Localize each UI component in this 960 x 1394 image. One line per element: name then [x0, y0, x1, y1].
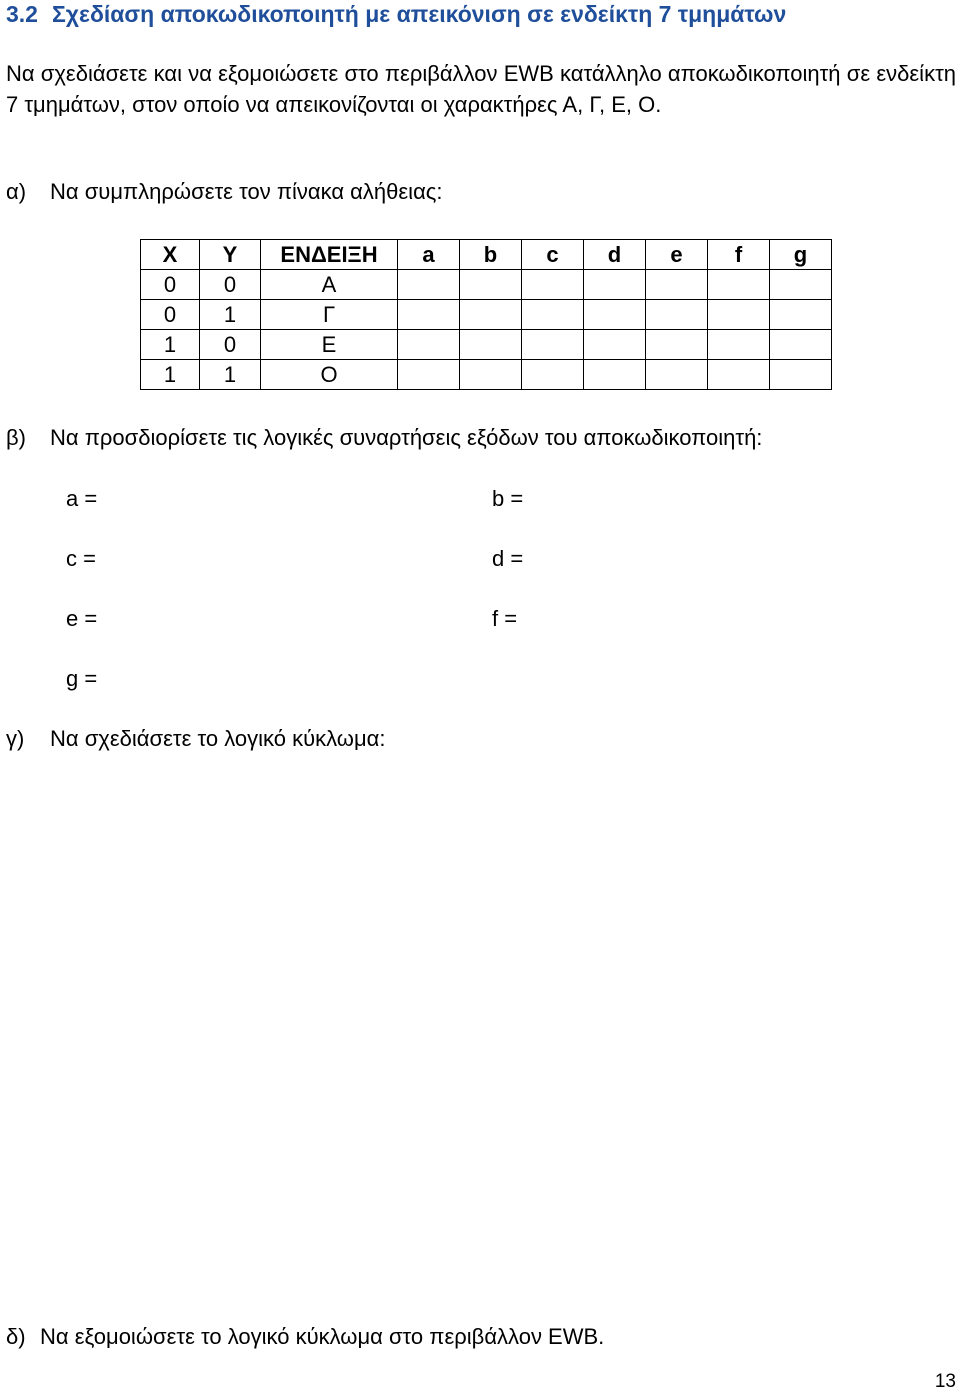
- truth-table-header-row: [141, 240, 832, 270]
- cell-seg-a[interactable]: [398, 330, 460, 360]
- table-row: [141, 330, 832, 360]
- section-title: Σχεδίαση αποκωδικοποιητή με απεικόνιση σε ενδείκτη 7 τμημάτων: [51, 1, 787, 27]
- cell-x: 1: [141, 360, 200, 390]
- cell-seg-b[interactable]: [460, 270, 522, 300]
- question-d-label: δ): [6, 1324, 26, 1349]
- header-seg-f: f: [708, 240, 770, 270]
- cell-seg-g[interactable]: [770, 360, 832, 390]
- cell-seg-a[interactable]: [398, 360, 460, 390]
- cell-y: 1: [200, 300, 261, 330]
- cell-y: 0: [200, 270, 261, 300]
- question-c: [6, 726, 385, 752]
- question-c-label: γ): [6, 726, 25, 751]
- equation-d: d =: [492, 546, 524, 571]
- question-b-text: Να προσδιορίσετε τις λογικές συναρτήσεις εξόδων του αποκωδικοποιητή:: [50, 425, 763, 450]
- equation-e: e =: [66, 606, 98, 631]
- equation-a: a =: [66, 486, 98, 511]
- cell-seg-e[interactable]: [646, 300, 708, 330]
- cell-seg-b[interactable]: [460, 360, 522, 390]
- table-row: [141, 360, 832, 390]
- header-seg-e: e: [646, 240, 708, 270]
- cell-seg-c[interactable]: [522, 300, 584, 330]
- question-b-label: β): [6, 425, 26, 450]
- cell-seg-f[interactable]: [708, 330, 770, 360]
- cell-y: 0: [200, 330, 261, 360]
- equation-f: f =: [492, 606, 518, 631]
- cell-seg-f[interactable]: [708, 300, 770, 330]
- equation-c: c =: [66, 546, 96, 571]
- equation-g: g =: [66, 666, 98, 691]
- question-a: [6, 179, 443, 205]
- cell-seg-f[interactable]: [708, 360, 770, 390]
- cell-seg-a[interactable]: [398, 300, 460, 330]
- cell-seg-c[interactable]: [522, 360, 584, 390]
- cell-display: Α: [261, 270, 398, 300]
- cell-y: 1: [200, 360, 261, 390]
- cell-seg-c[interactable]: [522, 330, 584, 360]
- table-row: [141, 300, 832, 330]
- header-x: X: [141, 240, 200, 270]
- cell-seg-g[interactable]: [770, 330, 832, 360]
- cell-seg-c[interactable]: [522, 270, 584, 300]
- header-y: Y: [200, 240, 261, 270]
- cell-seg-e[interactable]: [646, 270, 708, 300]
- header-seg-g: g: [770, 240, 832, 270]
- header-seg-b: b: [460, 240, 522, 270]
- header-seg-a: a: [398, 240, 460, 270]
- table-row: [141, 270, 832, 300]
- cell-seg-f[interactable]: [708, 270, 770, 300]
- cell-seg-e[interactable]: [646, 360, 708, 390]
- truth-table: [140, 239, 832, 390]
- page-number: 13: [934, 1371, 956, 1392]
- header-display: ΕΝΔΕΙΞΗ: [261, 240, 398, 270]
- question-a-label: α): [6, 179, 27, 204]
- cell-seg-d[interactable]: [584, 330, 646, 360]
- cell-seg-b[interactable]: [460, 330, 522, 360]
- cell-x: 1: [141, 330, 200, 360]
- question-b: [6, 425, 762, 451]
- cell-display: Ο: [261, 360, 398, 390]
- cell-seg-b[interactable]: [460, 300, 522, 330]
- section-heading: [6, 1, 786, 28]
- cell-seg-a[interactable]: [398, 270, 460, 300]
- header-seg-c: c: [522, 240, 584, 270]
- equation-b: b =: [492, 486, 524, 511]
- section-number: 3.2: [6, 1, 38, 27]
- intro-paragraph: Να σχεδιάσετε και να εξομοιώσετε στο περιβάλλον EWB κατάλληλο αποκωδικοποιητή σε ενδείκτη 7 τμημάτων, στον οποίο να απεικονίζονται οι χαρακτήρες Α, Γ, Ε, Ο.: [6, 61, 956, 117]
- cell-seg-g[interactable]: [770, 300, 832, 330]
- cell-seg-e[interactable]: [646, 330, 708, 360]
- question-c-text: Να σχεδιάσετε το λογικό κύκλωμα:: [50, 726, 386, 751]
- cell-seg-d[interactable]: [584, 270, 646, 300]
- cell-seg-d[interactable]: [584, 300, 646, 330]
- question-d: [6, 1324, 604, 1350]
- cell-x: 0: [141, 300, 200, 330]
- cell-x: 0: [141, 270, 200, 300]
- header-seg-d: d: [584, 240, 646, 270]
- cell-seg-g[interactable]: [770, 270, 832, 300]
- question-a-text: Να συμπληρώσετε τον πίνακα αλήθειας:: [50, 179, 443, 204]
- cell-display: Ε: [261, 330, 398, 360]
- question-d-text: Να εξομοιώσετε το λογικό κύκλωμα στο περιβάλλον EWB.: [40, 1324, 605, 1349]
- cell-seg-d[interactable]: [584, 360, 646, 390]
- cell-display: Γ: [261, 300, 398, 330]
